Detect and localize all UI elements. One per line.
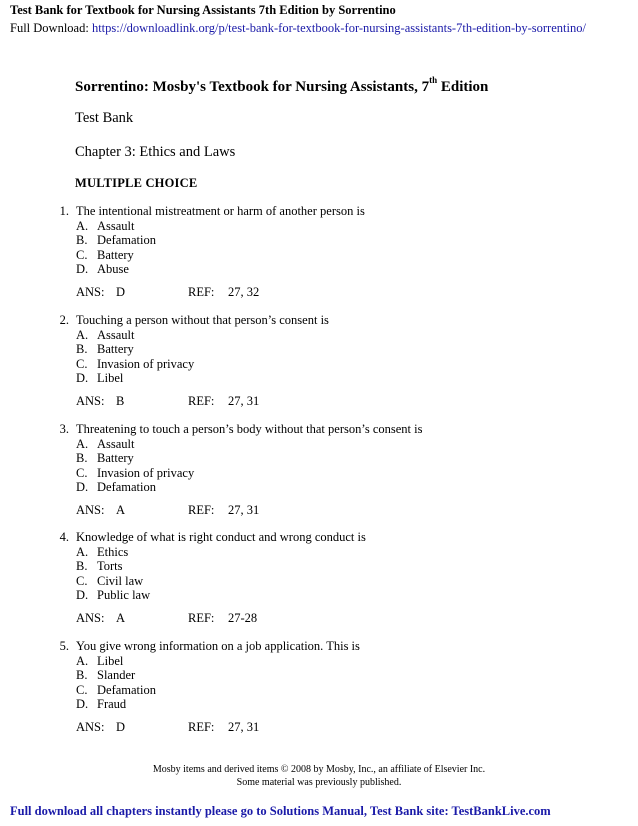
subtitle: Test Bank <box>75 110 134 126</box>
option-text: Slander <box>97 668 136 683</box>
answer-options <box>76 219 156 277</box>
reference-pages: 27, 31 <box>228 503 260 517</box>
option-text: Battery <box>97 247 134 262</box>
question-stem: Knowledge of what is right conduct and wrong conduct is <box>76 530 366 544</box>
option-letter: A. <box>76 544 89 559</box>
answer-option <box>76 451 194 466</box>
option-text: Defamation <box>97 233 157 248</box>
option-letter: C. <box>76 573 88 588</box>
answer-value: D <box>116 720 126 734</box>
reference-label: REF: <box>188 611 215 625</box>
option-text: Libel <box>97 371 124 386</box>
question-stem: Touching a person without that person’s consent is <box>76 313 329 327</box>
question-number: 2. <box>59 313 69 327</box>
answer-label: ANS: <box>76 720 105 734</box>
reference-pages: 27, 31 <box>228 394 260 408</box>
question-number: 3. <box>59 422 69 436</box>
option-text: Libel <box>97 653 124 668</box>
answer-options <box>76 545 150 603</box>
answer-option <box>76 480 194 495</box>
title-main: Sorrentino: Mosby's Textbook for Nursing Assistants, 7 <box>75 79 430 95</box>
answer-option <box>76 697 156 712</box>
option-text: Invasion of privacy <box>97 465 195 480</box>
answer-label: ANS: <box>76 394 105 408</box>
answer-option <box>76 588 150 603</box>
answer-option <box>76 357 194 372</box>
option-text: Abuse <box>97 262 129 277</box>
option-letter: D. <box>76 480 89 495</box>
header-download-line <box>10 21 586 36</box>
answer-label: ANS: <box>76 611 105 625</box>
option-text: Battery <box>97 342 134 357</box>
download-notice[interactable]: Full download all chapters instantly please go to Solutions Manual, Test Bank site: TestBankLive.com <box>10 804 551 818</box>
answer-option <box>76 248 156 263</box>
download-label: Full Download: <box>10 21 92 35</box>
option-text: Assault <box>97 218 135 233</box>
answer-options <box>76 328 194 386</box>
copyright-line-2: Some material was previously published. <box>236 777 402 788</box>
answer-option <box>76 262 156 277</box>
header-title: Test Bank for Textbook for Nursing Assistants 7th Edition by Sorrentino <box>10 3 396 17</box>
answer-value: B <box>116 394 125 408</box>
answer-option <box>76 466 194 481</box>
option-letter: A. <box>76 218 89 233</box>
answer-option <box>76 559 150 574</box>
answer-option <box>76 545 150 560</box>
reference-pages: 27-28 <box>228 611 258 625</box>
answer-option <box>76 219 156 234</box>
option-letter: D. <box>76 262 89 277</box>
chapter-title: Chapter 3: Ethics and Laws <box>75 144 236 160</box>
reference-label: REF: <box>188 503 215 517</box>
answer-option <box>76 574 150 589</box>
answer-option <box>76 233 156 248</box>
option-text: Civil law <box>97 573 144 588</box>
option-letter: B. <box>76 233 88 248</box>
option-text: Torts <box>97 559 123 574</box>
answer-key-line <box>76 394 259 409</box>
option-letter: A. <box>76 653 89 668</box>
download-link[interactable]: https://downloadlink.org/p/test-bank-for-textbook-for-nursing-assistants-7th-edition-by-sorrentino/ <box>91 21 586 35</box>
option-letter: C. <box>76 356 88 371</box>
answer-option <box>76 371 194 386</box>
answer-option <box>76 328 194 343</box>
answer-option <box>76 668 156 683</box>
copyright-line-1: Mosby items and derived items © 2008 by Mosby, Inc., an affiliate of Elsevier Inc. <box>152 764 486 775</box>
option-text: Defamation <box>97 682 157 697</box>
option-text: Battery <box>97 451 134 466</box>
answer-options <box>76 654 156 712</box>
option-letter: D. <box>76 588 89 603</box>
option-letter: D. <box>76 371 89 386</box>
document-title <box>75 77 488 96</box>
option-text: Public law <box>97 588 151 603</box>
option-text: Assault <box>97 327 135 342</box>
title-superscript: th <box>429 75 438 85</box>
answer-label: ANS: <box>76 285 105 299</box>
option-letter: B. <box>76 559 88 574</box>
option-letter: B. <box>76 342 88 357</box>
answer-key-line <box>76 720 259 735</box>
question-number: 4. <box>59 530 69 544</box>
answer-key-line <box>76 503 259 518</box>
question-stem: You give wrong information on a job application. This is <box>76 639 360 653</box>
answer-value: D <box>116 285 126 299</box>
title-end: Edition <box>437 79 489 95</box>
option-letter: B. <box>76 668 88 683</box>
answer-options <box>76 437 194 495</box>
reference-label: REF: <box>188 394 215 408</box>
reference-label: REF: <box>188 285 215 299</box>
option-text: Invasion of privacy <box>97 356 195 371</box>
answer-option <box>76 437 194 452</box>
option-letter: C. <box>76 682 88 697</box>
question-stem: Threatening to touch a person’s body without that person’s consent is <box>76 422 423 436</box>
answer-key-line <box>76 285 259 300</box>
reference-pages: 27, 31 <box>228 720 260 734</box>
option-text: Assault <box>97 436 135 451</box>
reference-pages: 27, 32 <box>228 285 260 299</box>
question-number: 1. <box>59 204 69 218</box>
option-text: Ethics <box>97 544 129 559</box>
answer-option <box>76 654 156 669</box>
answer-label: ANS: <box>76 503 105 517</box>
answer-option <box>76 342 194 357</box>
answer-value: A <box>116 503 126 517</box>
reference-label: REF: <box>188 720 215 734</box>
option-letter: C. <box>76 465 88 480</box>
option-letter: B. <box>76 451 88 466</box>
answer-option <box>76 683 156 698</box>
question-stem: The intentional mistreatment or harm of another person is <box>76 204 365 218</box>
option-text: Fraud <box>97 697 127 712</box>
section-heading: MULTIPLE CHOICE <box>75 176 198 190</box>
option-letter: A. <box>76 436 89 451</box>
option-letter: C. <box>76 247 88 262</box>
option-text: Defamation <box>97 480 157 495</box>
option-letter: D. <box>76 697 89 712</box>
question-number: 5. <box>59 639 69 653</box>
answer-value: A <box>116 611 126 625</box>
option-letter: A. <box>76 327 89 342</box>
answer-key-line <box>76 611 257 626</box>
